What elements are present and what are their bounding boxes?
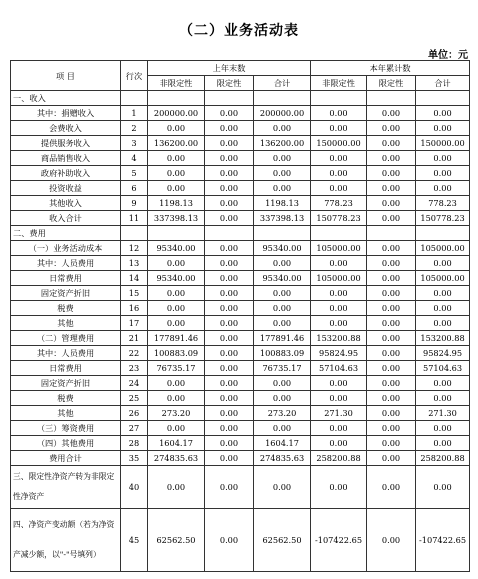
last-year-total: 0.00 [254,466,311,509]
row-number: 11 [121,211,148,226]
last-year-restricted: 0.00 [205,391,254,406]
table-row [11,271,470,286]
this-year-total: 0.00 [416,376,470,391]
this-year-restricted: 0.00 [367,376,416,391]
this-year-unrestricted: -107422.65 [311,509,367,572]
last-year-unrestricted: 337398.13 [148,211,205,226]
header-last-year: 上年末数 [148,61,311,76]
this-year-total: 57104.63 [416,361,470,376]
table-row [11,376,470,391]
table-row [11,166,470,181]
this-year-total: 0.00 [416,121,470,136]
this-year-unrestricted: 0.00 [311,316,367,331]
last-year-total: 95340.00 [254,241,311,256]
row-item: 税费 [11,301,121,316]
last-year-total: 100883.09 [254,346,311,361]
table-row [11,286,470,301]
row-number: 1 [121,106,148,121]
row-item: 其中：人员费用 [11,256,121,271]
row-number: 12 [121,241,148,256]
last-year-unrestricted: 136200.00 [148,136,205,151]
header-unrestricted: 非限定性 [148,76,205,91]
last-year-total: 0.00 [254,286,311,301]
last-year-unrestricted: 177891.46 [148,331,205,346]
this-year-restricted: 0.00 [367,391,416,406]
last-year-unrestricted: 200000.00 [148,106,205,121]
table-row [11,509,470,572]
this-year-unrestricted: 105000.00 [311,271,367,286]
last-year-unrestricted: 0.00 [148,286,205,301]
table-row [11,181,470,196]
last-year-total: 177891.46 [254,331,311,346]
last-year-restricted: 0.00 [205,376,254,391]
table-body [11,91,470,572]
this-year-restricted: 0.00 [367,436,416,451]
this-year-restricted: 0.00 [367,509,416,572]
last-year-restricted: 0.00 [205,106,254,121]
row-item: 一、收入 [11,91,121,106]
table-row [11,301,470,316]
this-year-unrestricted: 0.00 [311,286,367,301]
row-number [121,91,148,106]
last-year-restricted: 0.00 [205,196,254,211]
this-year-restricted: 0.00 [367,211,416,226]
this-year-total: 0.00 [416,106,470,121]
row-item: 税费 [11,391,121,406]
row-item: （二）管理费用 [11,331,121,346]
row-item: （四）其他费用 [11,436,121,451]
row-number: 15 [121,286,148,301]
this-year-total: 150000.00 [416,136,470,151]
row-item: 其他 [11,316,121,331]
this-year-restricted: 0.00 [367,301,416,316]
row-number: 25 [121,391,148,406]
this-year-unrestricted: 150778.23 [311,211,367,226]
this-year-restricted: 0.00 [367,286,416,301]
last-year-restricted: 0.00 [205,316,254,331]
row-item: （三）筹资费用 [11,421,121,436]
this-year-total: 153200.88 [416,331,470,346]
page-title: （二）业务活动表 [179,23,299,39]
this-year-restricted: 0.00 [367,406,416,421]
last-year-total: 0.00 [254,391,311,406]
table-row [11,406,470,421]
this-year-total: 0.00 [416,181,470,196]
this-year-restricted: 0.00 [367,256,416,271]
last-year-unrestricted: 0.00 [148,181,205,196]
last-year-total: 337398.13 [254,211,311,226]
this-year-restricted: 0.00 [367,196,416,211]
last-year-total: 0.00 [254,301,311,316]
this-year-unrestricted: 0.00 [311,466,367,509]
last-year-restricted: 0.00 [205,346,254,361]
table-row [11,256,470,271]
this-year-total: 271.30 [416,406,470,421]
this-year-restricted: 0.00 [367,241,416,256]
this-year-restricted: 0.00 [367,106,416,121]
row-number: 14 [121,271,148,286]
this-year-unrestricted: 0.00 [311,376,367,391]
table-row [11,121,470,136]
this-year-restricted: 0.00 [367,166,416,181]
last-year-restricted: 0.00 [205,181,254,196]
last-year-unrestricted [148,91,205,106]
table-row [11,346,470,361]
last-year-total [254,226,311,241]
row-number: 27 [121,421,148,436]
this-year-total: 0.00 [416,436,470,451]
row-item: 日常费用 [11,361,121,376]
header-this-year: 本年累计数 [311,61,470,76]
this-year-total: 778.23 [416,196,470,211]
row-number: 13 [121,256,148,271]
this-year-restricted: 0.00 [367,271,416,286]
this-year-unrestricted: 150000.00 [311,136,367,151]
header-unrestricted: 非限定性 [311,76,367,91]
this-year-restricted [367,226,416,241]
this-year-total: 105000.00 [416,241,470,256]
this-year-total: 0.00 [416,391,470,406]
this-year-total: 105000.00 [416,271,470,286]
last-year-unrestricted: 0.00 [148,121,205,136]
last-year-unrestricted: 0.00 [148,256,205,271]
row-number: 17 [121,316,148,331]
this-year-unrestricted: 0.00 [311,436,367,451]
table-row [11,436,470,451]
this-year-unrestricted: 95824.95 [311,346,367,361]
last-year-restricted: 0.00 [205,436,254,451]
last-year-total: 136200.00 [254,136,311,151]
last-year-restricted: 0.00 [205,271,254,286]
row-item: 四、净资产变动额（若为净资产减少额，以"-"号填列） [11,509,121,572]
last-year-unrestricted: 0.00 [148,376,205,391]
row-number: 9 [121,196,148,211]
header-item: 项 目 [11,61,121,91]
row-number: 4 [121,151,148,166]
this-year-restricted: 0.00 [367,121,416,136]
table-row [11,241,470,256]
row-number: 16 [121,301,148,316]
last-year-unrestricted: 76735.17 [148,361,205,376]
last-year-unrestricted: 100883.09 [148,346,205,361]
row-item: 三、限定性净资产转为非限定性净资产 [11,466,121,509]
header-restricted: 限定性 [205,76,254,91]
last-year-total: 62562.50 [254,509,311,572]
row-number: 40 [121,466,148,509]
row-item: 其他收入 [11,196,121,211]
last-year-total: 0.00 [254,256,311,271]
unit-label: 单位：元 [428,50,468,61]
this-year-total: 0.00 [416,286,470,301]
last-year-unrestricted: 0.00 [148,301,205,316]
table-row [11,316,470,331]
this-year-unrestricted: 778.23 [311,196,367,211]
row-item: 其中：捐赠收入 [11,106,121,121]
this-year-restricted: 0.00 [367,451,416,466]
last-year-unrestricted [148,226,205,241]
this-year-unrestricted: 0.00 [311,421,367,436]
header-row-no: 行次 [121,61,148,91]
last-year-unrestricted: 0.00 [148,421,205,436]
row-item: 费用合计 [11,451,121,466]
this-year-unrestricted: 0.00 [311,301,367,316]
table-row [11,136,470,151]
last-year-restricted: 0.00 [205,151,254,166]
last-year-total: 1604.17 [254,436,311,451]
this-year-restricted: 0.00 [367,136,416,151]
row-number: 22 [121,346,148,361]
row-number: 6 [121,181,148,196]
row-number: 35 [121,451,148,466]
last-year-total: 0.00 [254,376,311,391]
last-year-restricted: 0.00 [205,301,254,316]
header-total: 合计 [254,76,311,91]
this-year-total: 0.00 [416,301,470,316]
row-number: 5 [121,166,148,181]
row-item: 投资收益 [11,181,121,196]
this-year-total [416,226,470,241]
this-year-unrestricted: 0.00 [311,181,367,196]
last-year-restricted: 0.00 [205,256,254,271]
last-year-total: 274835.63 [254,451,311,466]
this-year-restricted: 0.00 [367,331,416,346]
table-row [11,106,470,121]
this-year-restricted: 0.00 [367,466,416,509]
this-year-total: 0.00 [416,316,470,331]
table-row [11,151,470,166]
row-item: 二、费用 [11,226,121,241]
business-activity-table [10,60,470,572]
table-row [11,91,470,106]
last-year-restricted: 0.00 [205,361,254,376]
this-year-unrestricted: 0.00 [311,121,367,136]
row-number: 21 [121,331,148,346]
last-year-restricted: 0.00 [205,466,254,509]
row-number: 2 [121,121,148,136]
row-item: （一）业务活动成本 [11,241,121,256]
this-year-unrestricted: 0.00 [311,151,367,166]
last-year-total: 0.00 [254,316,311,331]
last-year-unrestricted: 273.20 [148,406,205,421]
row-item: 其中：人员费用 [11,346,121,361]
last-year-total: 0.00 [254,421,311,436]
row-number: 23 [121,361,148,376]
last-year-total: 0.00 [254,181,311,196]
row-number: 45 [121,509,148,572]
header-total: 合计 [416,76,470,91]
row-number: 3 [121,136,148,151]
row-item: 会费收入 [11,121,121,136]
row-number [121,226,148,241]
header-restricted: 限定性 [367,76,416,91]
this-year-total [416,91,470,106]
this-year-restricted: 0.00 [367,181,416,196]
row-item: 收入合计 [11,211,121,226]
this-year-total: 258200.88 [416,451,470,466]
last-year-unrestricted: 0.00 [148,391,205,406]
table-row [11,211,470,226]
this-year-total: 95824.95 [416,346,470,361]
last-year-restricted: 0.00 [205,421,254,436]
this-year-restricted: 0.00 [367,346,416,361]
last-year-unrestricted: 274835.63 [148,451,205,466]
this-year-unrestricted: 271.30 [311,406,367,421]
last-year-restricted: 0.00 [205,451,254,466]
row-number: 26 [121,406,148,421]
last-year-restricted: 0.00 [205,211,254,226]
row-item: 固定资产折旧 [11,376,121,391]
last-year-restricted: 0.00 [205,121,254,136]
this-year-unrestricted: 0.00 [311,106,367,121]
this-year-restricted: 0.00 [367,421,416,436]
table-row [11,391,470,406]
row-number: 24 [121,376,148,391]
this-year-total: 0.00 [416,466,470,509]
this-year-total: 0.00 [416,151,470,166]
table-row [11,196,470,211]
last-year-unrestricted: 95340.00 [148,271,205,286]
this-year-unrestricted: 0.00 [311,256,367,271]
table-row [11,331,470,346]
last-year-restricted: 0.00 [205,406,254,421]
last-year-unrestricted: 1198.13 [148,196,205,211]
this-year-unrestricted: 0.00 [311,391,367,406]
last-year-unrestricted: 1604.17 [148,436,205,451]
last-year-total: 95340.00 [254,271,311,286]
header-row-1 [11,61,470,76]
last-year-restricted: 0.00 [205,509,254,572]
table-row [11,421,470,436]
last-year-total: 1198.13 [254,196,311,211]
row-item: 商品销售收入 [11,151,121,166]
row-item: 其他 [11,406,121,421]
table-row [11,466,470,509]
this-year-total: 0.00 [416,256,470,271]
last-year-unrestricted: 0.00 [148,466,205,509]
last-year-total: 0.00 [254,121,311,136]
last-year-unrestricted: 0.00 [148,316,205,331]
this-year-total: 0.00 [416,166,470,181]
table-row [11,361,470,376]
last-year-restricted: 0.00 [205,136,254,151]
table-row [11,226,470,241]
this-year-total: 150778.23 [416,211,470,226]
this-year-unrestricted: 57104.63 [311,361,367,376]
this-year-unrestricted [311,226,367,241]
table-row [11,451,470,466]
last-year-total [254,91,311,106]
row-item: 固定资产折旧 [11,286,121,301]
this-year-total: 0.00 [416,421,470,436]
last-year-restricted [205,91,254,106]
row-item: 提供服务收入 [11,136,121,151]
last-year-unrestricted: 62562.50 [148,509,205,572]
last-year-total: 0.00 [254,166,311,181]
last-year-restricted [205,226,254,241]
last-year-restricted: 0.00 [205,241,254,256]
this-year-unrestricted: 105000.00 [311,241,367,256]
this-year-restricted: 0.00 [367,151,416,166]
last-year-total: 76735.17 [254,361,311,376]
this-year-restricted [367,91,416,106]
this-year-unrestricted: 258200.88 [311,451,367,466]
last-year-restricted: 0.00 [205,331,254,346]
this-year-unrestricted [311,91,367,106]
last-year-total: 0.00 [254,151,311,166]
last-year-unrestricted: 0.00 [148,166,205,181]
this-year-restricted: 0.00 [367,361,416,376]
this-year-unrestricted: 0.00 [311,166,367,181]
row-number: 28 [121,436,148,451]
last-year-restricted: 0.00 [205,286,254,301]
last-year-restricted: 0.00 [205,166,254,181]
last-year-total: 273.20 [254,406,311,421]
row-item: 日常费用 [11,271,121,286]
this-year-total: -107422.65 [416,509,470,572]
this-year-unrestricted: 153200.88 [311,331,367,346]
last-year-unrestricted: 0.00 [148,151,205,166]
last-year-total: 200000.00 [254,106,311,121]
last-year-unrestricted: 95340.00 [148,241,205,256]
row-item: 政府补助收入 [11,166,121,181]
this-year-restricted: 0.00 [367,316,416,331]
